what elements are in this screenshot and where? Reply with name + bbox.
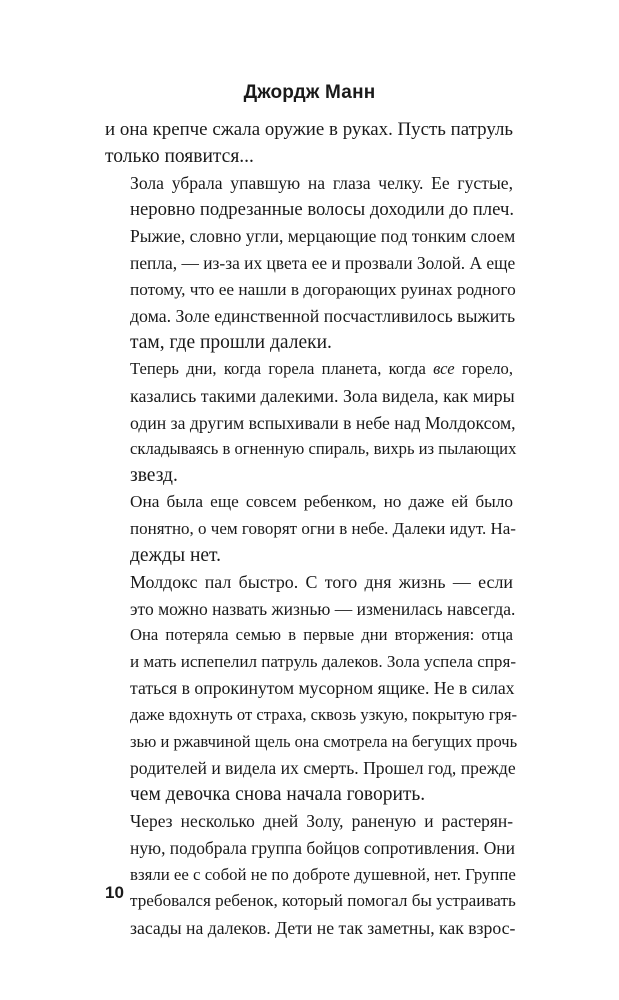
text-line: только появится...: [105, 145, 254, 167]
text-line: Зола убрала упавшую на глаза челку. Ее густые,: [130, 173, 513, 194]
text-line: Рыжие, словно угли, мерцающие под тонким слоем: [130, 226, 516, 247]
text-line: казались такими далекими. Зола видела, как миры: [130, 385, 515, 406]
text-line: потому, что ее нашли в догорающих руинах родного: [130, 279, 516, 299]
text-line: зью и ржавчиной щель она смотрела на бегущих прочь: [130, 731, 518, 751]
body-text: [105, 117, 518, 941]
paragraph: [105, 489, 516, 569]
text-line: родителей и видела их смерть. Прошел год, прежде: [130, 758, 516, 779]
text-line: дома. Золе единственной посчастливилось выжить: [130, 306, 516, 327]
text-line: чем девочка снова начала говорить.: [130, 783, 426, 805]
text-line: это можно назвать жизнью — изменилась навсегда.: [130, 598, 516, 619]
text-line: засады на далеков. Дети не так заметны, как взрос-: [130, 917, 516, 938]
text-line: Теперь дни, когда горела планета, когда все горело,: [130, 359, 513, 379]
text-line: взяли ее с собой не по доброте душевной, нет. Группе: [130, 864, 516, 884]
page-number: 10: [105, 883, 124, 902]
text-line: складываясь в огненную спираль, вихрь из пылающих: [130, 439, 517, 459]
text-line: пепла, — из-за их цвета ее и прозвали Золой. А еще: [130, 252, 516, 273]
paragraph: [105, 622, 518, 808]
text-line: Через несколько дней Золу, раненую и растерян-: [130, 811, 513, 832]
text-line: таться в опрокинутом мусорном ящике. Не в силах: [130, 678, 515, 699]
text-line: один за другим вспыхивали в небе над Молдоксом,: [130, 412, 516, 433]
text-line: Она была еще совсем ребенком, но даже ей было: [130, 492, 513, 512]
text-line: там, где прошли далеки.: [130, 331, 332, 353]
running-head-author: Джордж Манн: [243, 82, 376, 103]
text-line: понятно, о чем говорят огни в небе. Далеки идут. На-: [130, 518, 516, 538]
text-line: и она крепче сжала оружие в руках. Пусть патруль: [105, 119, 513, 140]
text-line: требовался ребенок, который помогал бы устраивать: [130, 891, 516, 911]
text-line: неровно подрезанные волосы доходили до плеч.: [130, 198, 515, 220]
text-line: дежды нет.: [130, 544, 221, 566]
text-line: даже вдохнуть от страха, сквозь узкую, покрытую гря-: [130, 705, 518, 725]
text-line: Она потеряла семью в первые дни вторжения: отца: [130, 625, 513, 645]
text-line: и мать испепелил патруль далеков. Зола успела спря-: [130, 651, 516, 671]
paragraph: [105, 117, 513, 170]
text-line: ную, подобрала группа бойцов сопротивления. Они: [130, 838, 515, 859]
paragraph: [105, 569, 516, 622]
text-line: звезд.: [130, 464, 178, 486]
paragraph: [105, 808, 516, 941]
paragraph: [105, 356, 517, 489]
text-line: Молдокс пал быстро. С того дня жизнь — если: [130, 572, 513, 593]
emphasis: все: [433, 359, 455, 379]
paragraph: [105, 170, 516, 356]
